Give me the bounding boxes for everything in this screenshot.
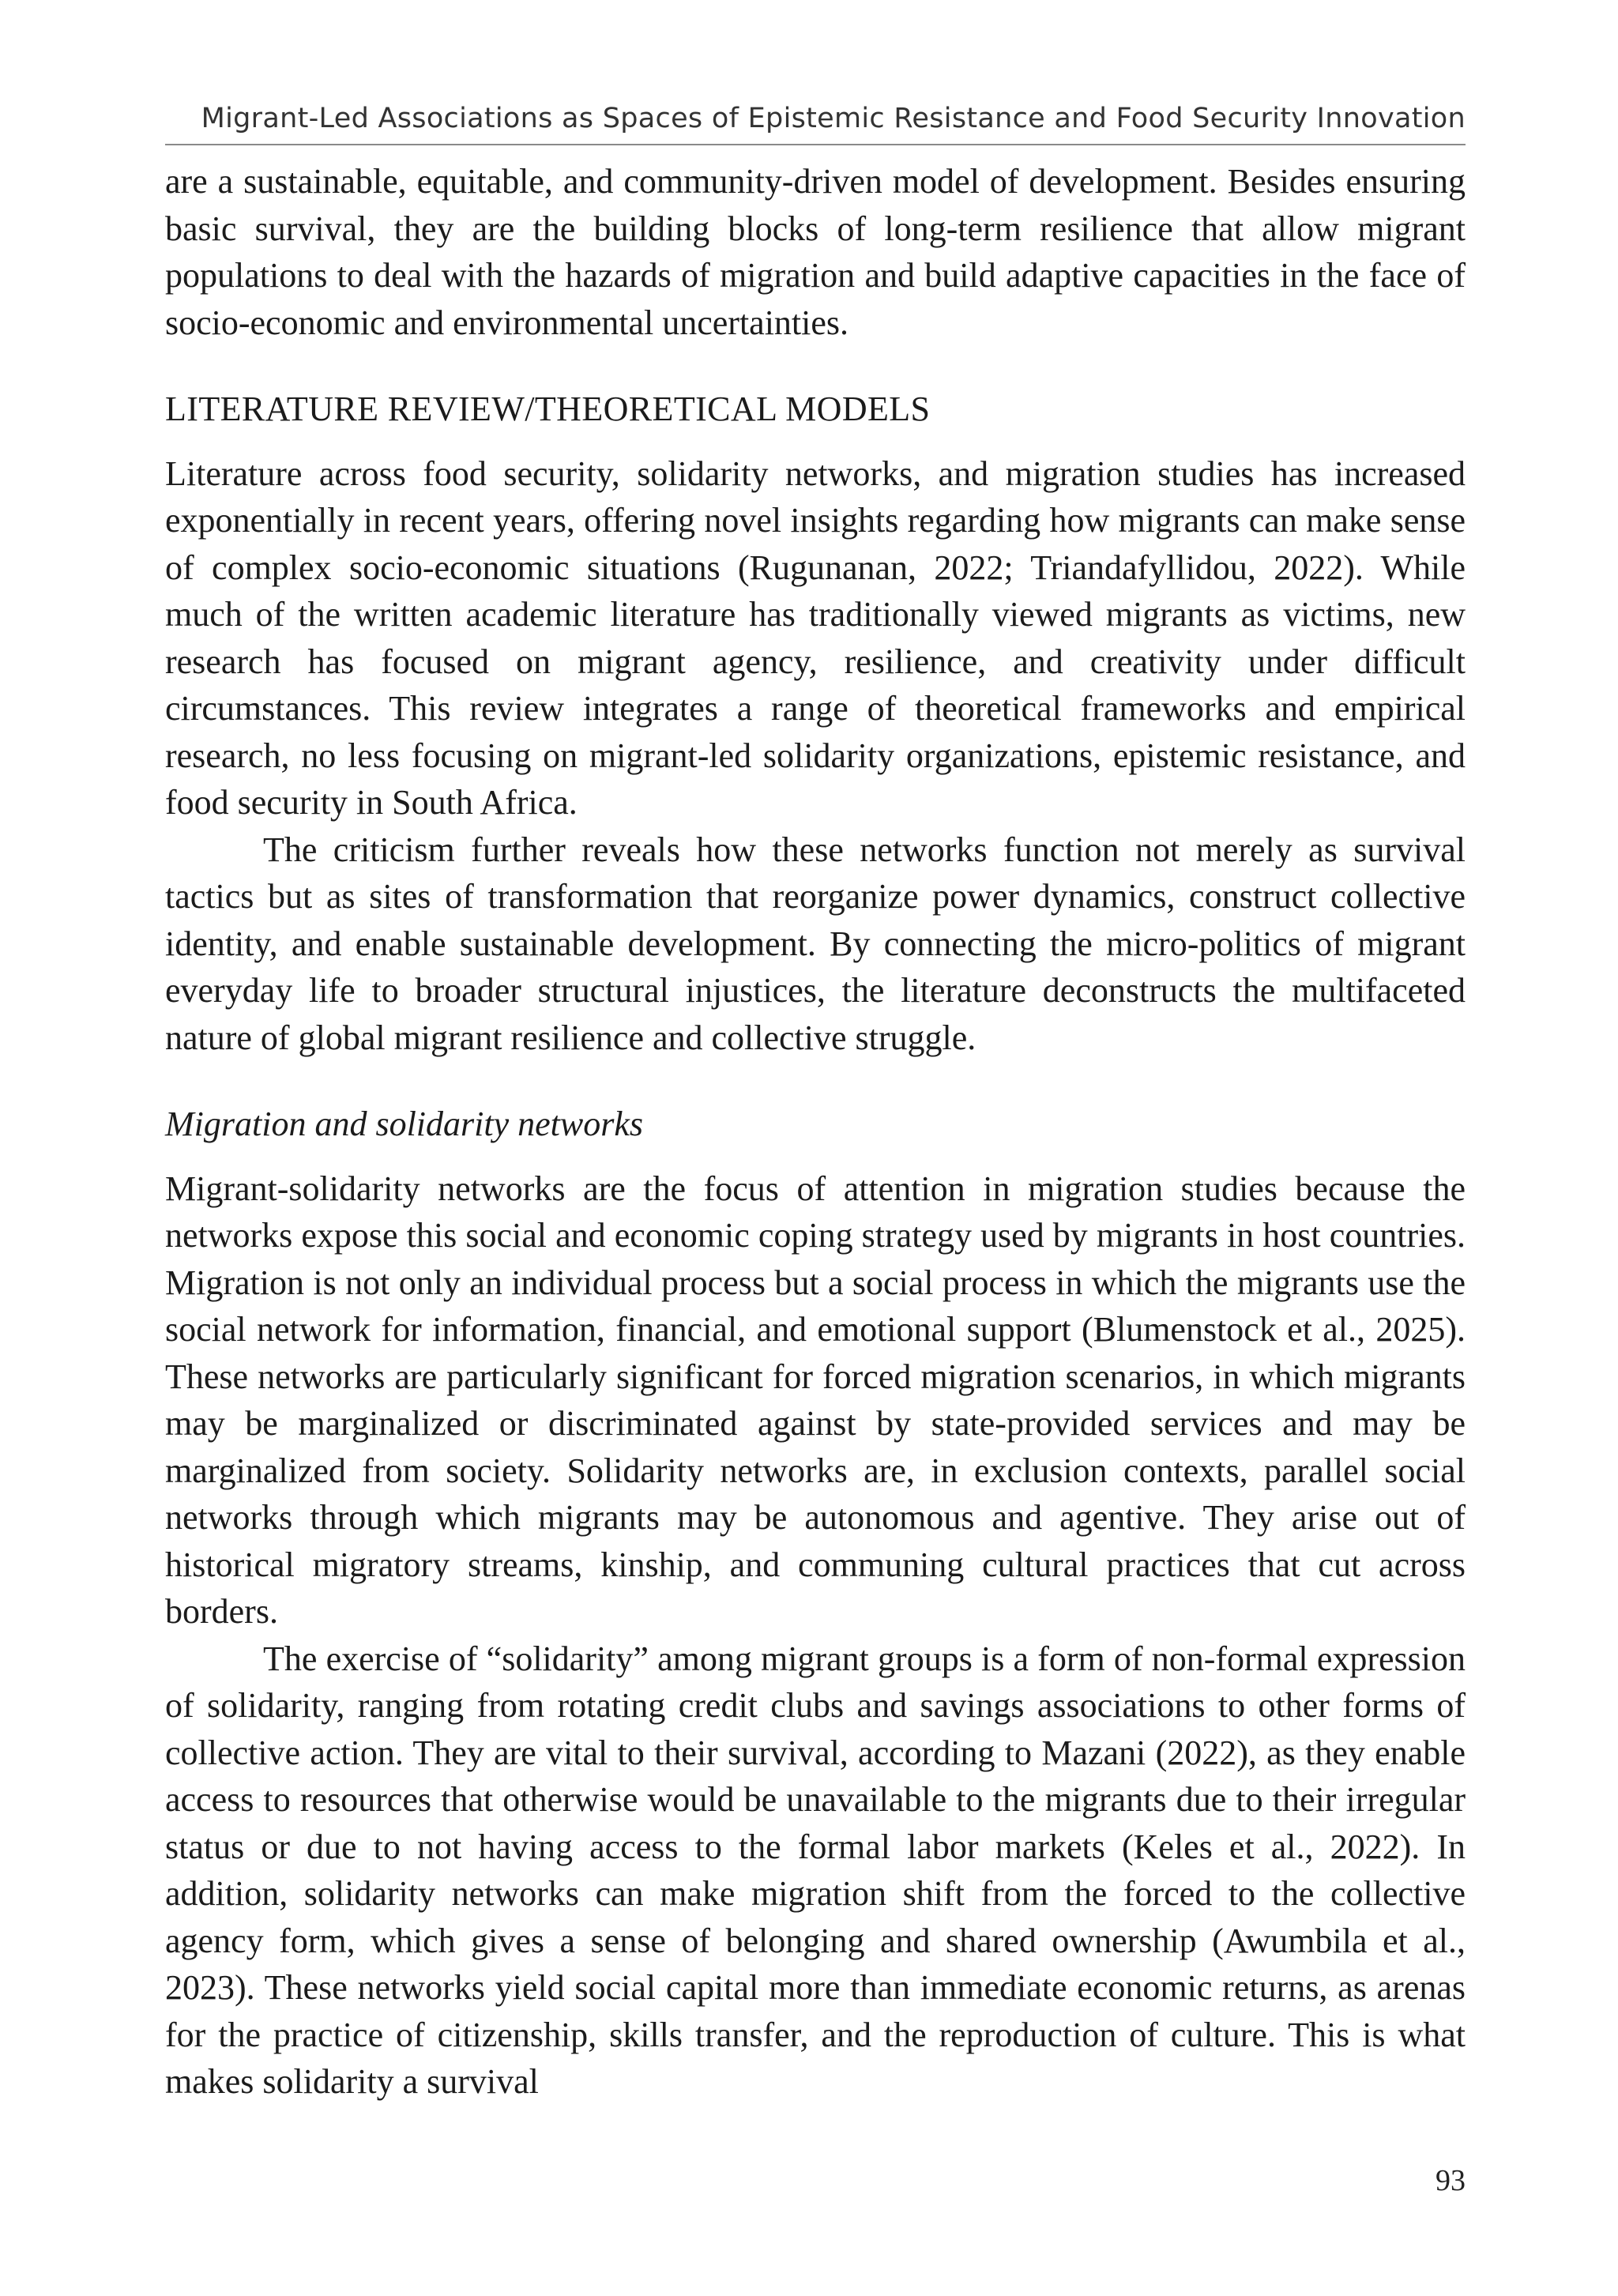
page-number: 93 — [1436, 2164, 1466, 2197]
running-header: Migrant-Led Associations as Spaces of Epistemic Resistance and Food Security Innovation — [201, 103, 1466, 134]
body-content — [165, 158, 1466, 2106]
literature-review-paragraph-1: Literature across food security, solidarity networks, and migration studies has increased exponentially in recent years, offering novel insights regarding how migrants can make sense of complex socio-economic situations (Rugunanan, 2022; Triandafyllidou, 2022). While much of the written academic literature has traditionally viewed migrants as victims, new research has focused on migrant agency, resilience, and creativity under difficult circumstances. This review integrates a range of theoretical frameworks and empirical research, no less focusing on migrant-led solidarity organizations, epistemic resistance, and food security in South Africa. — [165, 454, 1466, 822]
section-heading-literature-review: LITERATURE REVIEW/THEORETICAL MODELS — [165, 390, 931, 428]
migration-paragraph-1: Migrant-solidarity networks are the focus of attention in migration studies because the networks expose this social and economic coping strategy used by migrants in host countries. Migration is not only an individual process but a social process in which the migrants use the social network for information, financial, and emotional support (Blumenstock et al., 2025). These networks are particularly significant for forced migration scenarios, in which migrants may be marginalized or discriminated against by state-provided services and may be marginalized from society. Solidarity networks are, in exclusion contexts, parallel social networks through which migrants may be autonomous and agentive. They arise out of historical migratory streams, kinship, and communing cultural practices that cut across borders. — [165, 1169, 1466, 1631]
header-rule — [165, 144, 1466, 145]
literature-review-paragraph-2: The criticism further reveals how these networks function not merely as survival tactics but as sites of transformation that reorganize power dynamics, construct collective identity, and enable sustainable development. By connecting the micro-politics of migrant everyday life to broader structural injustices, the literature deconstructs the multifaceted nature of global migrant resilience and collective struggle. — [165, 830, 1466, 1057]
migration-paragraph-2: The exercise of “solidarity” among migrant groups is a form of non-formal expression of solidarity, ranging from rotating credit clubs and savings associations to other forms of collective action. They are vital to their survival, according to Mazani (2022), as they enable access to resources that otherwise would be unavailable to the migrants due to their irregular status or due to not having access to the formal labor markets (Keles et al., 2022). In addition, solidarity networks can make migration shift from the forced to the collective agency form, which gives a sense of belonging and shared ownership (Awumbila et al., 2023). These networks yield social capital more than immediate economic returns, as arenas for the practice of citizenship, skills transfer, and the reproduction of culture. This is what makes solidarity a survival — [165, 1639, 1466, 2101]
intro-paragraph: are a sustainable, equitable, and community-driven model of development. Besides ensuring basic survival, they are the building blocks of long-term resilience that allow migrant populations to deal with the hazards of migration and build adaptive capacities in the face of socio-economic and environmental uncertainties. — [165, 162, 1466, 342]
subsection-heading-migration-solidarity: Migration and solidarity networks — [165, 1105, 643, 1143]
